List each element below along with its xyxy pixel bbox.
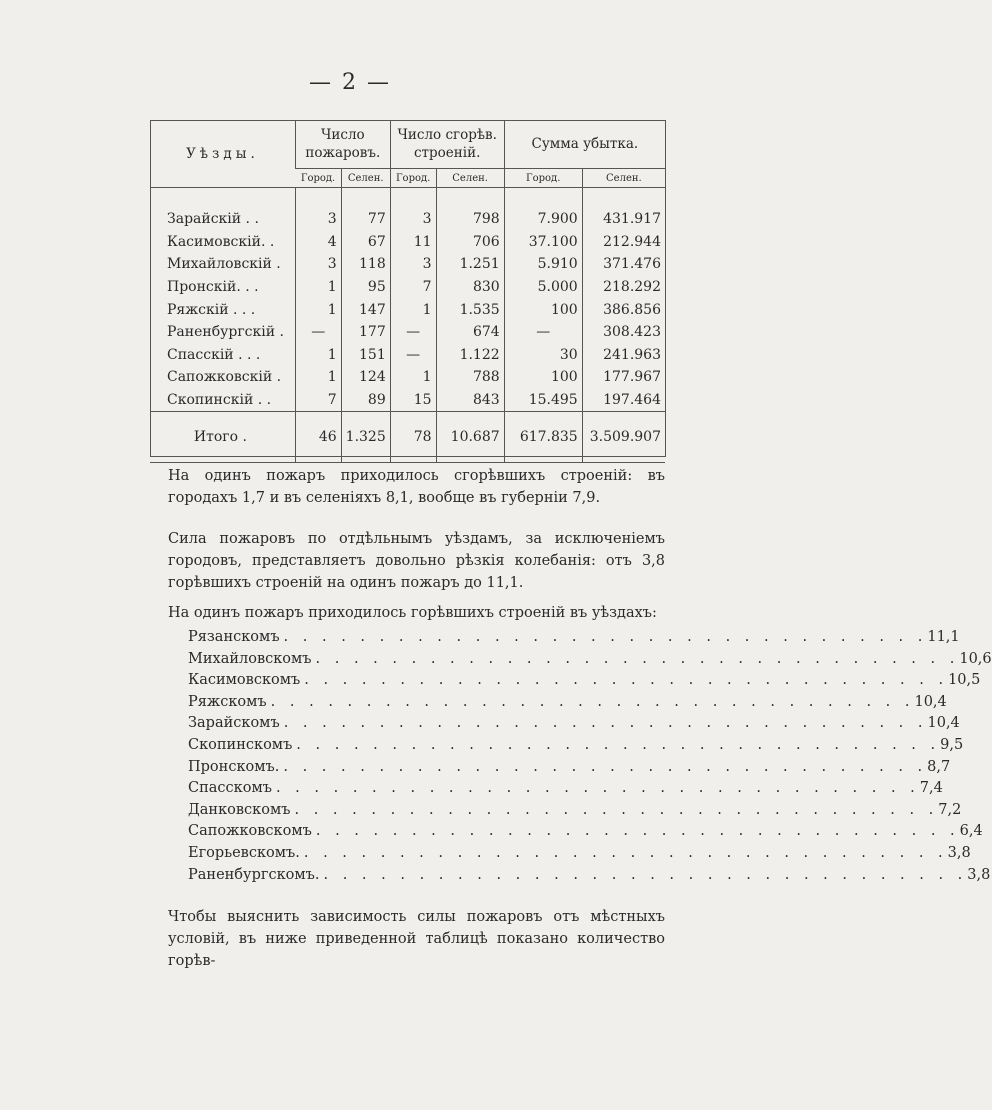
ranking-value: 10,4: [927, 715, 960, 732]
district-name: Спасскій . . .: [167, 346, 261, 363]
cell-burned-village: 674: [436, 321, 504, 344]
cell-fires-village: 147: [341, 298, 390, 321]
cell-loss-town: 37.100: [504, 231, 582, 254]
cell-fires-village: 1.325: [341, 412, 390, 463]
cell-loss-village: 218.292: [582, 276, 665, 299]
cell-loss-village: 197.464: [582, 389, 665, 412]
ranking-district: Данковскомъ: [188, 801, 291, 818]
ranking-item: [188, 670, 981, 692]
cell-burned-town: 15: [390, 389, 436, 412]
table-row: [150, 389, 665, 412]
cell-burned-town: 1: [390, 366, 436, 389]
table-row: [150, 231, 665, 254]
cell-loss-town: 5.000: [504, 276, 582, 299]
cell-fires-village: 124: [341, 366, 390, 389]
ranking-district: Касимовскомъ: [188, 672, 301, 689]
district-ranking-list: [188, 627, 992, 886]
cell-burned-town: 3: [390, 253, 436, 276]
cell-loss-village: 386.856: [582, 298, 665, 321]
ranking-value: 6,4: [959, 823, 983, 840]
cell-burned-town: 11: [390, 231, 436, 254]
cell-loss-town: 100: [504, 298, 582, 321]
cell-loss-village: 212.944: [582, 231, 665, 254]
paragraph-3: [150, 602, 665, 624]
page-number: — 2 —: [309, 70, 391, 95]
ranking-item: [188, 865, 991, 887]
leader-dots: . . . . . . . . . . . . . . . . . . . . . . . . . . . . . . . . . .: [303, 844, 948, 861]
cell-loss-village: 177.967: [582, 366, 665, 389]
cell-loss-village: 3.509.907: [582, 412, 665, 463]
ranking-item: [188, 821, 983, 843]
header-burned: Число сгорѣв. строеній.: [390, 120, 504, 169]
ranking-value: 3,8: [947, 844, 971, 861]
ranking-item: [188, 800, 962, 822]
cell-fires-village: 118: [341, 253, 390, 276]
ranking-value: 10,5: [948, 672, 981, 689]
cell-burned-village: 1.251: [436, 253, 504, 276]
cell-loss-village: 371.476: [582, 253, 665, 276]
ranking-value: 3,8: [967, 866, 991, 883]
subheader: Селен.: [582, 169, 665, 188]
leader-dots: . . . . . . . . . . . . . . . . . . . . . . . . . . . . . . . . . .: [294, 801, 939, 818]
leader-dots: . . . . . . . . . . . . . . . . . . . . . . . . . . . . . . . . . .: [283, 715, 928, 732]
cell-loss-town: —: [504, 321, 582, 344]
subheader: Город.: [390, 169, 436, 188]
cell-loss-village: 241.963: [582, 344, 665, 367]
district-name: Итого .: [150, 412, 295, 463]
paragraph-text: Чтобы выяснить зависимость силы пожаровъ отъ мѣстныхъ условій, въ ниже приведенной таблицѣ показано количество горѣв-: [168, 909, 665, 969]
ranking-district: Ряжскомъ: [188, 693, 267, 710]
cell-fires-town: 1: [295, 298, 341, 321]
ranking-district: Раненбургскомъ.: [188, 866, 320, 883]
cell-burned-village: 798: [436, 208, 504, 231]
district-name: Зарайскій . .: [167, 211, 259, 228]
table-row: [150, 253, 665, 276]
district-name: Раненбургскій .: [167, 324, 284, 341]
ranking-value: 10,6: [959, 650, 992, 667]
district-name: Ряжскій . . .: [167, 301, 256, 318]
leader-dots: . . . . . . . . . . . . . . . . . . . . . . . . . . . . . . . . . .: [315, 650, 960, 667]
fires-table: [150, 120, 665, 463]
paragraph-text: На одинъ пожаръ приходилось сгорѣвшихъ строеній: въ городахъ 1,7 и въ селеніяхъ 8,1, вообще въ губерніи 7,9.: [168, 468, 665, 506]
table-row: [150, 276, 665, 299]
cell-burned-town: —: [390, 321, 436, 344]
paragraph-4: [150, 906, 665, 972]
ranking-district: Пронскомъ.: [188, 758, 280, 775]
cell-burned-town: 7: [390, 276, 436, 299]
table-row: [150, 366, 665, 389]
ranking-value: 7,4: [919, 780, 943, 797]
cell-burned-village: 830: [436, 276, 504, 299]
cell-loss-town: 15.495: [504, 389, 582, 412]
ranking-district: Егорьевскомъ.: [188, 844, 300, 861]
cell-burned-town: 3: [390, 208, 436, 231]
leader-dots: . . . . . . . . . . . . . . . . . . . . . . . . . . . . . . . . . .: [296, 736, 941, 753]
header-fires: Число пожаровъ.: [295, 120, 390, 169]
ranking-district: Спасскомъ: [188, 780, 272, 797]
cell-fires-town: 46: [295, 412, 341, 463]
ranking-value: 8,7: [927, 758, 951, 775]
leader-dots: . . . . . . . . . . . . . . . . . . . . . . . . . . . . . . . . . .: [270, 693, 915, 710]
header-district: Уѣзды.: [150, 120, 295, 188]
table-spacer: [150, 188, 665, 209]
table-row: [150, 208, 665, 231]
ranking-item: [188, 843, 971, 865]
cell-burned-village: 10.687: [436, 412, 504, 463]
paragraph-1: [150, 465, 665, 509]
ranking-item: [188, 649, 992, 671]
district-name: Касимовскій. .: [167, 233, 275, 250]
ranking-item: [188, 757, 951, 779]
subheader: Селен.: [436, 169, 504, 188]
cell-loss-town: 30: [504, 344, 582, 367]
leader-dots: . . . . . . . . . . . . . . . . . . . . . . . . . . . . . . . . . .: [283, 758, 928, 775]
ranking-value: 7,2: [938, 801, 962, 818]
cell-burned-village: 788: [436, 366, 504, 389]
cell-fires-town: 7: [295, 389, 341, 412]
subheader: Город.: [295, 169, 341, 188]
cell-fires-village: 177: [341, 321, 390, 344]
cell-burned-village: 1.122: [436, 344, 504, 367]
cell-loss-town: 5.910: [504, 253, 582, 276]
subheader: Город.: [504, 169, 582, 188]
cell-fires-town: 1: [295, 366, 341, 389]
cell-burned-town: —: [390, 344, 436, 367]
ranking-value: 11,1: [927, 629, 960, 645]
cell-fires-village: 95: [341, 276, 390, 299]
ranking-value: 9,5: [940, 736, 964, 753]
leader-dots: . . . . . . . . . . . . . . . . . . . . . . . . . . . . . . . . . .: [315, 823, 960, 840]
leader-dots: . . . . . . . . . . . . . . . . . . . . . . . . . . . . . . . . . .: [275, 780, 920, 797]
ranking-district: Рязанскомъ: [188, 629, 280, 645]
cell-burned-town: 1: [390, 298, 436, 321]
ranking-value: 10,4: [914, 693, 947, 710]
cell-fires-town: 4: [295, 231, 341, 254]
ranking-district: Зарайскомъ: [188, 715, 280, 732]
leader-dots: . . . . . . . . . . . . . . . . . . . . . . . . . . . . . . . . . .: [304, 672, 949, 689]
table-row: [150, 298, 665, 321]
cell-burned-village: 706: [436, 231, 504, 254]
table-row: [150, 321, 665, 344]
cell-fires-town: 3: [295, 208, 341, 231]
cell-fires-village: 89: [341, 389, 390, 412]
ranking-item: [188, 692, 947, 714]
subheader: Селен.: [341, 169, 390, 188]
ranking-item: [188, 627, 960, 649]
paragraph-text: На одинъ пожаръ приходилось горѣвшихъ строеній въ уѣздахъ:: [168, 605, 657, 621]
header-loss: Сумма убытка.: [504, 120, 665, 169]
cell-fires-village: 67: [341, 231, 390, 254]
cell-burned-town: 78: [390, 412, 436, 463]
ranking-district: Сапожковскомъ: [188, 823, 312, 840]
district-name: Скопинскій . .: [167, 392, 272, 409]
cell-loss-town: 100: [504, 366, 582, 389]
cell-burned-village: 843: [436, 389, 504, 412]
paragraph-text: Сила пожаровъ по отдѣльнымъ уѣздамъ, за исключеніемъ городовъ, представляетъ довольно рѣзкія колебанія: отъ 3,8 горѣвшихъ строеній на одинъ пожаръ до 11,1.: [168, 531, 665, 591]
ranking-district: Михайловскомъ: [188, 650, 312, 667]
cell-loss-town: 7.900: [504, 208, 582, 231]
cell-fires-town: 1: [295, 344, 341, 367]
leader-dots: . . . . . . . . . . . . . . . . . . . . . . . . . . . . . . . . . .: [283, 629, 928, 645]
paragraph-2: [150, 528, 665, 594]
district-name: Михайловскій .: [167, 256, 281, 273]
cell-fires-village: 151: [341, 344, 390, 367]
table-row: [150, 344, 665, 367]
district-name: Сапожковскій .: [167, 369, 282, 386]
district-name: Пронскій. . .: [167, 279, 259, 296]
ranking-district: Скопинскомъ: [188, 736, 293, 753]
cell-loss-village: 308.423: [582, 321, 665, 344]
ranking-item: [188, 735, 964, 757]
cell-fires-village: 77: [341, 208, 390, 231]
leader-dots: . . . . . . . . . . . . . . . . . . . . . . . . . . . . . . . . . .: [323, 866, 968, 883]
cell-fires-town: 1: [295, 276, 341, 299]
table-total-row: [150, 412, 665, 463]
cell-loss-village: 431.917: [582, 208, 665, 231]
cell-fires-town: —: [295, 321, 341, 344]
cell-burned-village: 1.535: [436, 298, 504, 321]
cell-loss-town: 617.835: [504, 412, 582, 463]
ranking-item: [188, 713, 960, 735]
ranking-item: [188, 778, 943, 800]
cell-fires-town: 3: [295, 253, 341, 276]
